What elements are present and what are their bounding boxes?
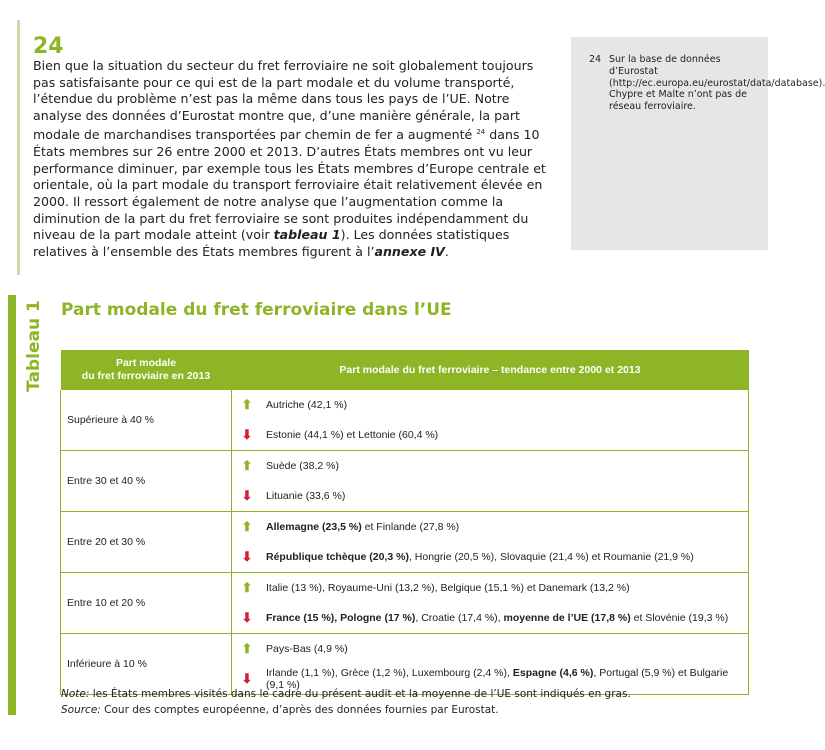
margin-rule (17, 20, 20, 275)
paragraph-text-4: . (444, 243, 449, 259)
arrow-up-icon: ⬆ (241, 397, 253, 412)
trend-arrow-cell (232, 603, 263, 634)
table-side-label (18, 300, 44, 392)
countries-cell (262, 542, 749, 573)
header-col-share (61, 350, 232, 390)
sidenote-text: Sur la base de données d’Eurostat (http://ec.europa.eu/eurostat/data/database). Chypre et Malte n’ont pas de réseau ferroviaire. (609, 54, 825, 113)
arrow-up-icon: ⬆ (241, 641, 253, 656)
source-line (61, 702, 631, 718)
body-paragraph (33, 58, 553, 260)
footnote-ref: 24 (476, 128, 486, 137)
countries-cell (262, 634, 749, 665)
country-text: , Croatie (17,4 %), (415, 612, 504, 624)
arrow-down-icon: ⬇ (241, 488, 253, 503)
countries-cell (262, 573, 749, 604)
table-margin-bar (8, 295, 16, 715)
category-cell: Entre 30 et 40 % (61, 451, 232, 512)
table-body (61, 390, 749, 695)
rail-freight-table (60, 350, 749, 695)
countries-cell (262, 481, 749, 512)
table-row (61, 634, 749, 665)
category-cell: Inférieure à 10 % (61, 634, 232, 695)
country-text: Pays-Bas (4,9 %) (266, 643, 348, 655)
countries-cell (262, 390, 749, 420)
countries-cell (262, 451, 749, 482)
country-text: Irlande (1,1 %), Grèce (1,2 %), Luxembourg (2,4 %), (266, 667, 513, 679)
header-col-share-line2: du fret ferroviaire en 2013 (81, 370, 211, 382)
trend-arrow-cell (232, 634, 263, 665)
country-text-bold: France (15 %), Pologne (17 %) (266, 612, 416, 624)
header-col-trend: Part modale du fret ferroviaire – tendance entre 2000 et 2013 (232, 350, 749, 390)
country-text-bold: République tchèque (20,3 %) (266, 551, 409, 563)
arrow-down-icon: ⬇ (241, 610, 253, 625)
header-col-share-line1: Part modale (115, 357, 177, 369)
category-cell: Supérieure à 40 % (61, 390, 232, 451)
arrow-up-icon: ⬆ (241, 458, 253, 473)
trend-arrow-cell (232, 512, 263, 543)
country-text: et Finlande (27,8 %) (361, 521, 460, 533)
sidenote-number: 24 (589, 54, 602, 65)
table-row (61, 573, 749, 604)
country-text-bold: Espagne (4,6 %) (512, 667, 594, 679)
countries-cell (262, 420, 749, 451)
arrow-up-icon: ⬆ (241, 519, 253, 534)
table-header-row (61, 350, 749, 390)
table-title: Part modale du fret ferroviaire dans l’UE (61, 300, 452, 320)
table-reference: tableau 1 (273, 227, 341, 243)
trend-arrow-cell (232, 420, 263, 451)
arrow-up-icon: ⬆ (241, 580, 253, 595)
table-side-label-text: Tableau 1 (23, 300, 44, 392)
trend-arrow-cell (232, 573, 263, 604)
trend-arrow-cell (232, 451, 263, 482)
table-notes (61, 686, 631, 718)
country-text: Estonie (44,1 %) et Lettonie (60,4 %) (266, 429, 439, 441)
arrow-down-icon: ⬇ (241, 549, 253, 564)
country-text: , Portugal (5,9 %) et Bulgarie (9,1 %) (266, 667, 729, 691)
note-label: Note: (61, 688, 90, 700)
paragraph-text-1: Bien que la situation du secteur du fret ferroviaire ne soit globalement toujours pas satisfaisante pour ce qui est de la part modale et du volume transporté, l’étendue du problème n’est pas la même dans tous les pays de l’UE. Notre analyse des données d’Eurostat montre que, d’une manière générale, la part modale de marchandises transportées par chemin de fer a augmenté (33, 58, 534, 143)
category-cell: Entre 20 et 30 % (61, 512, 232, 573)
paragraph-text-2: dans 10 États membres sur 26 entre 2000 et 2013. D’autres États membres ont vu leur performance diminuer, par exemple tous les États membres d’Europe centrale et orientale, où la part modale du transport ferroviaire était relativement élevée en 2000. Il ressort également de notre analyse que l’augmentation comme la diminution de la part du fret ferroviaire se sont produites indépendamment du niveau de la part modale atteint (voir (33, 127, 546, 243)
country-text-bold: moyenne de l’UE (17,8 %) (503, 612, 631, 624)
note-line (61, 686, 631, 702)
table-row (61, 390, 749, 420)
country-text: , Hongrie (20,5 %), Slovaquie (21,4 %) et Roumanie (21,9 %) (408, 551, 694, 563)
country-text: Suède (38,2 %) (266, 460, 339, 472)
paragraph-text-3: ). Les données statistiques relatives à l’ensemble des États membres figurent à l’ (33, 227, 510, 259)
note-text: les États membres visités dans le cadre du présent audit et la moyenne de l’UE sont indiqués en gras. (89, 688, 631, 700)
table-row (61, 512, 749, 543)
table-row (61, 451, 749, 482)
countries-cell (262, 603, 749, 634)
source-text: Cour des comptes européenne, d’après des données fournies par Eurostat. (100, 704, 499, 716)
section-number: 24 (33, 34, 64, 59)
country-text: Lituanie (33,6 %) (266, 490, 346, 502)
source-label: Source: (61, 704, 101, 716)
trend-arrow-cell (232, 542, 263, 573)
category-cell: Entre 10 et 20 % (61, 573, 232, 634)
country-text: et Slovénie (19,3 %) (630, 612, 729, 624)
arrow-down-icon: ⬇ (241, 671, 253, 686)
trend-arrow-cell (232, 481, 263, 512)
countries-cell (262, 512, 749, 543)
arrow-down-icon: ⬇ (241, 427, 253, 442)
annex-reference: annexe IV (374, 243, 445, 259)
country-text: Italie (13 %), Royaume-Uni (13,2 %), Belgique (15,1 %) et Danemark (13,2 %) (266, 582, 630, 594)
country-text-bold: Allemagne (23,5 %) (266, 521, 362, 533)
country-text: Autriche (42,1 %) (266, 399, 348, 411)
trend-arrow-cell (232, 390, 263, 420)
sidenote-box (571, 37, 825, 250)
